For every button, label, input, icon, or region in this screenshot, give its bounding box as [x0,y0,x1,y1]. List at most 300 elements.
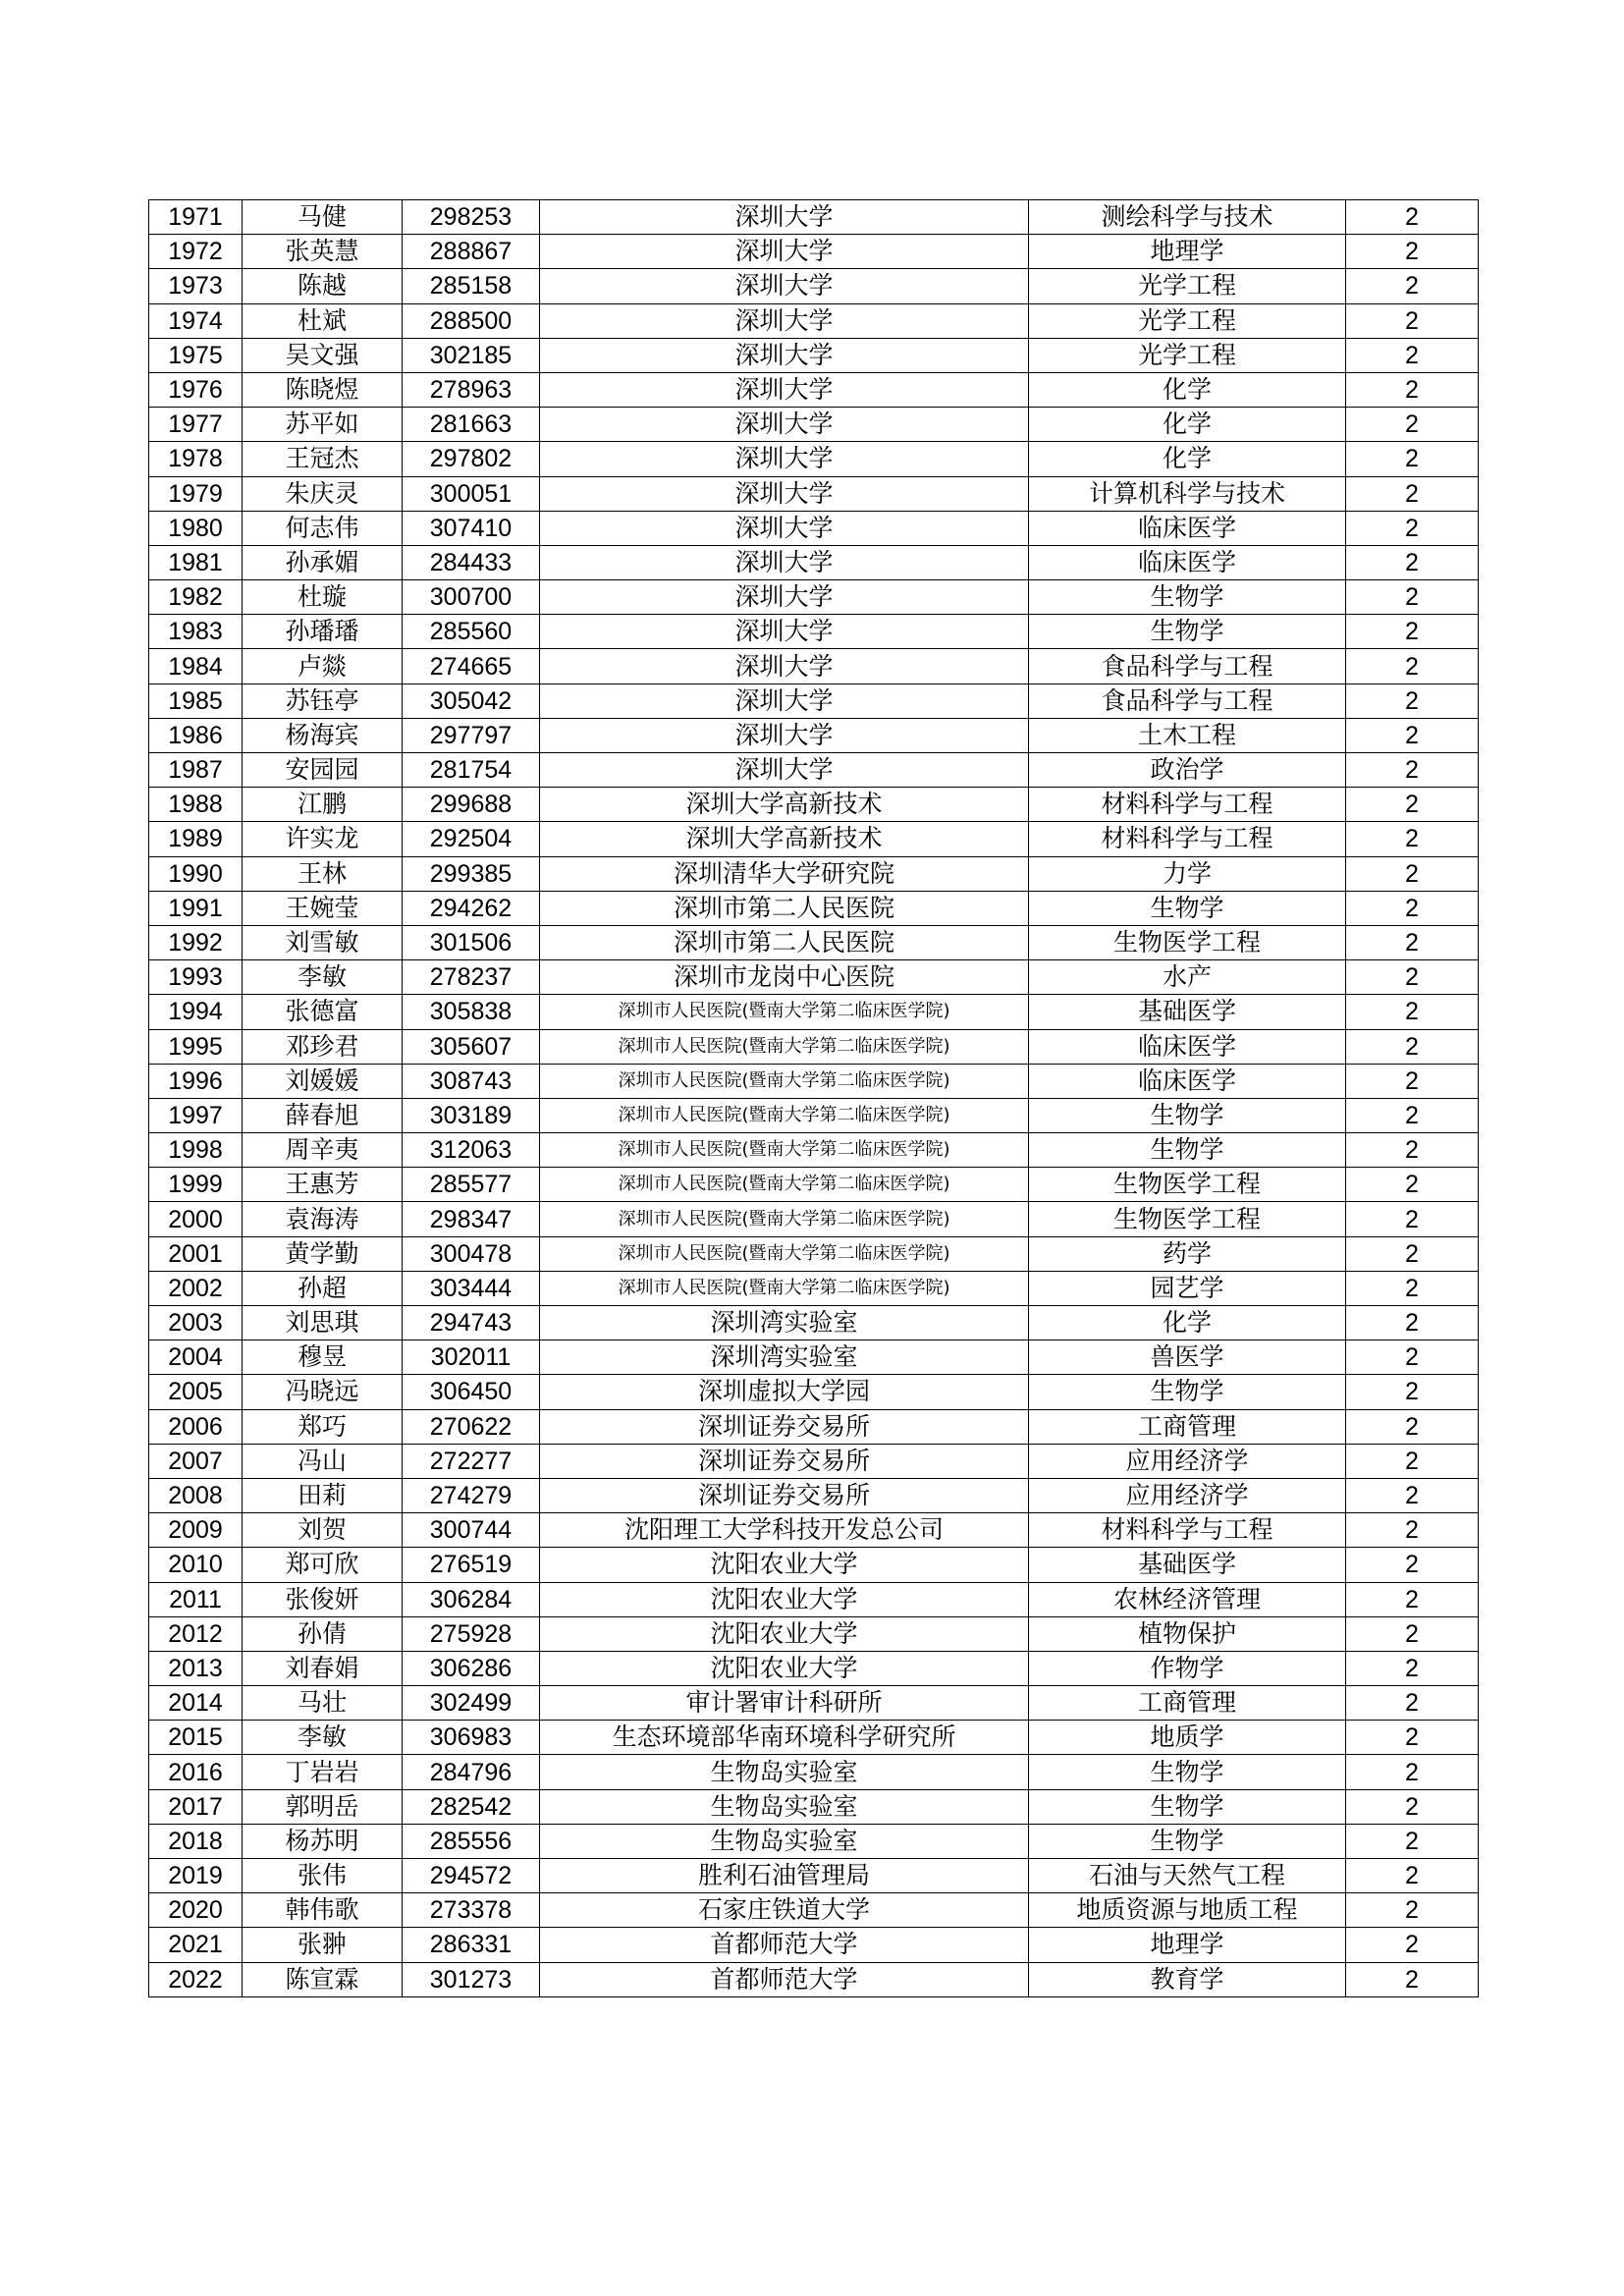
unit-cell: 生态环境部华南环境科学研究所 [540,1721,1029,1755]
count-cell: 2 [1346,1859,1479,1893]
code-cell: 272277 [403,1444,540,1478]
name-cell: 冯山 [243,1444,403,1478]
row-number: 2020 [149,1893,243,1928]
unit-cell: 沈阳理工大学科技开发总公司 [540,1513,1029,1548]
name-cell: 安园园 [243,753,403,788]
count-cell: 2 [1346,1098,1479,1132]
major-cell: 石油与天然气工程 [1029,1859,1346,1893]
major-cell: 基础医学 [1029,995,1346,1029]
table-row [149,1375,1479,1409]
table-row [149,1582,1479,1616]
major-cell: 生物学 [1029,891,1346,925]
name-cell: 韩伟歌 [243,1893,403,1928]
code-cell: 281754 [403,753,540,788]
table-row [149,1686,1479,1721]
major-cell: 政治学 [1029,753,1346,788]
code-cell: 302011 [403,1340,540,1375]
name-cell: 苏钰亭 [243,683,403,718]
unit-cell: 深圳大学 [540,235,1029,269]
row-number: 1999 [149,1168,243,1202]
name-cell: 黄学勤 [243,1236,403,1271]
name-cell: 孙承媚 [243,545,403,579]
count-cell: 2 [1346,891,1479,925]
major-cell: 材料科学与工程 [1029,788,1346,822]
table-row [149,1340,1479,1375]
table-row [149,408,1479,442]
count-cell: 2 [1346,338,1479,372]
major-cell: 临床医学 [1029,545,1346,579]
row-number: 2001 [149,1236,243,1271]
unit-cell: 深圳市人民医院(暨南大学第二临床医学院) [540,995,1029,1029]
table-row [149,338,1479,372]
name-cell: 卢燚 [243,649,403,683]
major-cell: 化学 [1029,442,1346,476]
table-row [149,1409,1479,1444]
count-cell: 2 [1346,1962,1479,1996]
row-number: 2004 [149,1340,243,1375]
name-cell: 马壮 [243,1686,403,1721]
row-number: 1977 [149,408,243,442]
major-cell: 光学工程 [1029,269,1346,303]
major-cell: 生物医学工程 [1029,1202,1346,1236]
major-cell: 生物学 [1029,615,1346,649]
major-cell: 临床医学 [1029,1064,1346,1098]
count-cell: 2 [1346,995,1479,1029]
major-cell: 生物学 [1029,1789,1346,1824]
table-row [149,442,1479,476]
unit-cell: 深圳证券交易所 [540,1409,1029,1444]
code-cell: 292504 [403,822,540,856]
unit-cell: 深圳大学 [540,372,1029,407]
table-row [149,753,1479,788]
code-cell: 274665 [403,649,540,683]
code-cell: 285556 [403,1824,540,1858]
unit-cell: 深圳大学 [540,753,1029,788]
code-cell: 274279 [403,1478,540,1512]
row-number: 1978 [149,442,243,476]
code-cell: 306450 [403,1375,540,1409]
name-cell: 冯晓远 [243,1375,403,1409]
table-row [149,925,1479,959]
major-cell: 地理学 [1029,235,1346,269]
major-cell: 应用经济学 [1029,1444,1346,1478]
count-cell: 2 [1346,822,1479,856]
count-cell: 2 [1346,753,1479,788]
table-row [149,822,1479,856]
name-cell: 王林 [243,856,403,891]
code-cell: 282542 [403,1789,540,1824]
row-number: 2011 [149,1582,243,1616]
unit-cell: 深圳大学 [540,476,1029,511]
major-cell: 药学 [1029,1236,1346,1271]
count-cell: 2 [1346,1271,1479,1305]
major-cell: 生物学 [1029,1133,1346,1168]
count-cell: 2 [1346,1444,1479,1478]
count-cell: 2 [1346,718,1479,752]
table-row [149,1721,1479,1755]
table-row [149,1306,1479,1340]
major-cell: 化学 [1029,408,1346,442]
code-cell: 298347 [403,1202,540,1236]
count-cell: 2 [1346,856,1479,891]
unit-cell: 生物岛实验室 [540,1789,1029,1824]
name-cell: 张翀 [243,1928,403,1962]
major-cell: 工商管理 [1029,1409,1346,1444]
code-cell: 285577 [403,1168,540,1202]
code-cell: 300744 [403,1513,540,1548]
code-cell: 312063 [403,1133,540,1168]
major-cell: 植物保护 [1029,1616,1346,1651]
unit-cell: 深圳大学 [540,200,1029,235]
row-number: 2009 [149,1513,243,1548]
name-cell: 陈晓煜 [243,372,403,407]
count-cell: 2 [1346,580,1479,615]
count-cell: 2 [1346,1029,1479,1064]
major-cell: 地质学 [1029,1721,1346,1755]
table-row [149,891,1479,925]
code-cell: 302185 [403,338,540,372]
row-number: 2017 [149,1789,243,1824]
name-cell: 穆昱 [243,1340,403,1375]
code-cell: 305042 [403,683,540,718]
row-number: 1991 [149,891,243,925]
code-cell: 303444 [403,1271,540,1305]
name-cell: 孙璠璠 [243,615,403,649]
major-cell: 生物医学工程 [1029,1168,1346,1202]
unit-cell: 深圳虚拟大学园 [540,1375,1029,1409]
table-row [149,235,1479,269]
name-cell: 江鹏 [243,788,403,822]
major-cell: 化学 [1029,1306,1346,1340]
code-cell: 288500 [403,303,540,338]
count-cell: 2 [1346,442,1479,476]
row-number: 2021 [149,1928,243,1962]
code-cell: 285560 [403,615,540,649]
unit-cell: 深圳大学 [540,338,1029,372]
row-number: 1973 [149,269,243,303]
count-cell: 2 [1346,788,1479,822]
count-cell: 2 [1346,1064,1479,1098]
row-number: 2014 [149,1686,243,1721]
code-cell: 300051 [403,476,540,511]
major-cell: 兽医学 [1029,1340,1346,1375]
unit-cell: 深圳大学 [540,649,1029,683]
name-cell: 苏平如 [243,408,403,442]
name-cell: 许实龙 [243,822,403,856]
name-cell: 周辛夷 [243,1133,403,1168]
row-number: 1997 [149,1098,243,1132]
code-cell: 307410 [403,511,540,545]
row-number: 1988 [149,788,243,822]
code-cell: 302499 [403,1686,540,1721]
unit-cell: 沈阳农业大学 [540,1548,1029,1582]
table-row [149,511,1479,545]
table-row [149,1962,1479,1996]
code-cell: 297797 [403,718,540,752]
count-cell: 2 [1346,1686,1479,1721]
count-cell: 2 [1346,1236,1479,1271]
table-row [149,1548,1479,1582]
code-cell: 299688 [403,788,540,822]
unit-cell: 深圳清华大学研究院 [540,856,1029,891]
code-cell: 308743 [403,1064,540,1098]
row-number: 1972 [149,235,243,269]
code-cell: 281663 [403,408,540,442]
code-cell: 294572 [403,1859,540,1893]
row-number: 1989 [149,822,243,856]
row-number: 1985 [149,683,243,718]
count-cell: 2 [1346,1721,1479,1755]
major-cell: 生物学 [1029,1375,1346,1409]
code-cell: 288867 [403,235,540,269]
unit-cell: 深圳证券交易所 [540,1444,1029,1478]
major-cell: 食品科学与工程 [1029,649,1346,683]
unit-cell: 深圳市人民医院(暨南大学第二临床医学院) [540,1271,1029,1305]
row-number: 2010 [149,1548,243,1582]
code-cell: 286331 [403,1928,540,1962]
code-cell: 297802 [403,442,540,476]
code-cell: 278963 [403,372,540,407]
count-cell: 2 [1346,1789,1479,1824]
unit-cell: 深圳市第二人民医院 [540,925,1029,959]
major-cell: 工商管理 [1029,1686,1346,1721]
name-cell: 刘贺 [243,1513,403,1548]
count-cell: 2 [1346,1616,1479,1651]
code-cell: 294743 [403,1306,540,1340]
table-row [149,545,1479,579]
table-row [149,649,1479,683]
unit-cell: 生物岛实验室 [540,1755,1029,1789]
code-cell: 276519 [403,1548,540,1582]
count-cell: 2 [1346,235,1479,269]
name-cell: 刘雪敏 [243,925,403,959]
unit-cell: 深圳大学 [540,442,1029,476]
table-row [149,1271,1479,1305]
unit-cell: 深圳大学高新技术 [540,788,1029,822]
name-cell: 何志伟 [243,511,403,545]
count-cell: 2 [1346,1168,1479,1202]
table-row [149,1859,1479,1893]
unit-cell: 深圳大学 [540,683,1029,718]
major-cell: 化学 [1029,372,1346,407]
row-number: 2012 [149,1616,243,1651]
unit-cell: 深圳市龙岗中心医院 [540,960,1029,995]
name-cell: 王婉莹 [243,891,403,925]
table-row [149,960,1479,995]
row-number: 1975 [149,338,243,372]
table-row [149,1133,1479,1168]
row-number: 2006 [149,1409,243,1444]
table-row [149,995,1479,1029]
code-cell: 284433 [403,545,540,579]
table-row [149,856,1479,891]
count-cell: 2 [1346,476,1479,511]
major-cell: 基础医学 [1029,1548,1346,1582]
name-cell: 袁海涛 [243,1202,403,1236]
code-cell: 301273 [403,1962,540,1996]
count-cell: 2 [1346,1928,1479,1962]
table-row [149,1928,1479,1962]
count-cell: 2 [1346,960,1479,995]
table-row [149,615,1479,649]
row-number: 2015 [149,1721,243,1755]
major-cell: 生物学 [1029,580,1346,615]
table-row [149,1029,1479,1064]
count-cell: 2 [1346,1478,1479,1512]
row-number: 2005 [149,1375,243,1409]
table-row [149,1064,1479,1098]
unit-cell: 深圳市人民医院(暨南大学第二临床医学院) [540,1098,1029,1132]
count-cell: 2 [1346,269,1479,303]
code-cell: 298253 [403,200,540,235]
major-cell: 光学工程 [1029,338,1346,372]
name-cell: 朱庆灵 [243,476,403,511]
count-cell: 2 [1346,925,1479,959]
name-cell: 丁岩岩 [243,1755,403,1789]
table-row [149,476,1479,511]
name-cell: 杜璇 [243,580,403,615]
major-cell: 临床医学 [1029,511,1346,545]
major-cell: 食品科学与工程 [1029,683,1346,718]
code-cell: 300700 [403,580,540,615]
unit-cell: 深圳大学高新技术 [540,822,1029,856]
name-cell: 张伟 [243,1859,403,1893]
major-cell: 材料科学与工程 [1029,822,1346,856]
code-cell: 278237 [403,960,540,995]
name-cell: 杨苏明 [243,1824,403,1858]
row-number: 2007 [149,1444,243,1478]
row-number: 1980 [149,511,243,545]
code-cell: 303189 [403,1098,540,1132]
row-number: 1981 [149,545,243,579]
major-cell: 地理学 [1029,1928,1346,1962]
name-cell: 陈宣霖 [243,1962,403,1996]
count-cell: 2 [1346,1133,1479,1168]
count-cell: 2 [1346,1513,1479,1548]
unit-cell: 审计署审计科研所 [540,1686,1029,1721]
name-cell: 马健 [243,200,403,235]
name-cell: 杨海宾 [243,718,403,752]
code-cell: 284796 [403,1755,540,1789]
count-cell: 2 [1346,1202,1479,1236]
unit-cell: 深圳市人民医院(暨南大学第二临床医学院) [540,1064,1029,1098]
code-cell: 300478 [403,1236,540,1271]
row-number: 1992 [149,925,243,959]
name-cell: 王冠杰 [243,442,403,476]
major-cell: 农林经济管理 [1029,1582,1346,1616]
major-cell: 生物学 [1029,1755,1346,1789]
table-row [149,1893,1479,1928]
count-cell: 2 [1346,1375,1479,1409]
count-cell: 2 [1346,1548,1479,1582]
row-number: 2013 [149,1651,243,1685]
major-cell: 力学 [1029,856,1346,891]
row-number: 1984 [149,649,243,683]
row-number: 2019 [149,1859,243,1893]
count-cell: 2 [1346,1755,1479,1789]
unit-cell: 深圳大学 [540,580,1029,615]
major-cell: 测绘科学与技术 [1029,200,1346,235]
row-number: 1983 [149,615,243,649]
name-cell: 薛春旭 [243,1098,403,1132]
row-number: 1974 [149,303,243,338]
major-cell: 地质资源与地质工程 [1029,1893,1346,1928]
funding-list-table [148,199,1479,1997]
count-cell: 2 [1346,200,1479,235]
code-cell: 273378 [403,1893,540,1928]
table-row [149,1651,1479,1685]
unit-cell: 深圳大学 [540,408,1029,442]
table-row [149,718,1479,752]
unit-cell: 深圳湾实验室 [540,1306,1029,1340]
count-cell: 2 [1346,303,1479,338]
table-row [149,1236,1479,1271]
name-cell: 张俊妍 [243,1582,403,1616]
row-number: 1987 [149,753,243,788]
row-number: 1998 [149,1133,243,1168]
row-number: 2008 [149,1478,243,1512]
name-cell: 刘媛媛 [243,1064,403,1098]
unit-cell: 深圳市人民医院(暨南大学第二临床医学院) [540,1133,1029,1168]
code-cell: 306284 [403,1582,540,1616]
row-number: 1986 [149,718,243,752]
name-cell: 孙倩 [243,1616,403,1651]
count-cell: 2 [1346,1824,1479,1858]
table-row [149,1755,1479,1789]
row-number: 2003 [149,1306,243,1340]
name-cell: 孙超 [243,1271,403,1305]
code-cell: 305838 [403,995,540,1029]
unit-cell: 深圳湾实验室 [540,1340,1029,1375]
name-cell: 陈越 [243,269,403,303]
table-body [149,200,1479,1997]
major-cell: 生物学 [1029,1824,1346,1858]
count-cell: 2 [1346,372,1479,407]
code-cell: 285158 [403,269,540,303]
table-row [149,1513,1479,1548]
name-cell: 田莉 [243,1478,403,1512]
major-cell: 临床医学 [1029,1029,1346,1064]
name-cell: 邓珍君 [243,1029,403,1064]
unit-cell: 深圳市第二人民医院 [540,891,1029,925]
name-cell: 郑可欣 [243,1548,403,1582]
name-cell: 李敏 [243,1721,403,1755]
row-number: 1979 [149,476,243,511]
name-cell: 张英慧 [243,235,403,269]
row-number: 1993 [149,960,243,995]
unit-cell: 沈阳农业大学 [540,1651,1029,1685]
unit-cell: 沈阳农业大学 [540,1582,1029,1616]
unit-cell: 深圳证券交易所 [540,1478,1029,1512]
table-row [149,303,1479,338]
row-number: 1995 [149,1029,243,1064]
row-number: 2022 [149,1962,243,1996]
unit-cell: 石家庄铁道大学 [540,1893,1029,1928]
unit-cell: 深圳大学 [540,303,1029,338]
unit-cell: 深圳市人民医院(暨南大学第二临床医学院) [540,1029,1029,1064]
unit-cell: 沈阳农业大学 [540,1616,1029,1651]
major-cell: 材料科学与工程 [1029,1513,1346,1548]
table-row [149,1202,1479,1236]
row-number: 1976 [149,372,243,407]
unit-cell: 深圳市人民医院(暨南大学第二临床医学院) [540,1168,1029,1202]
row-number: 2002 [149,1271,243,1305]
major-cell: 水产 [1029,960,1346,995]
table-row [149,788,1479,822]
major-cell: 光学工程 [1029,303,1346,338]
code-cell: 306983 [403,1721,540,1755]
unit-cell: 深圳大学 [540,269,1029,303]
